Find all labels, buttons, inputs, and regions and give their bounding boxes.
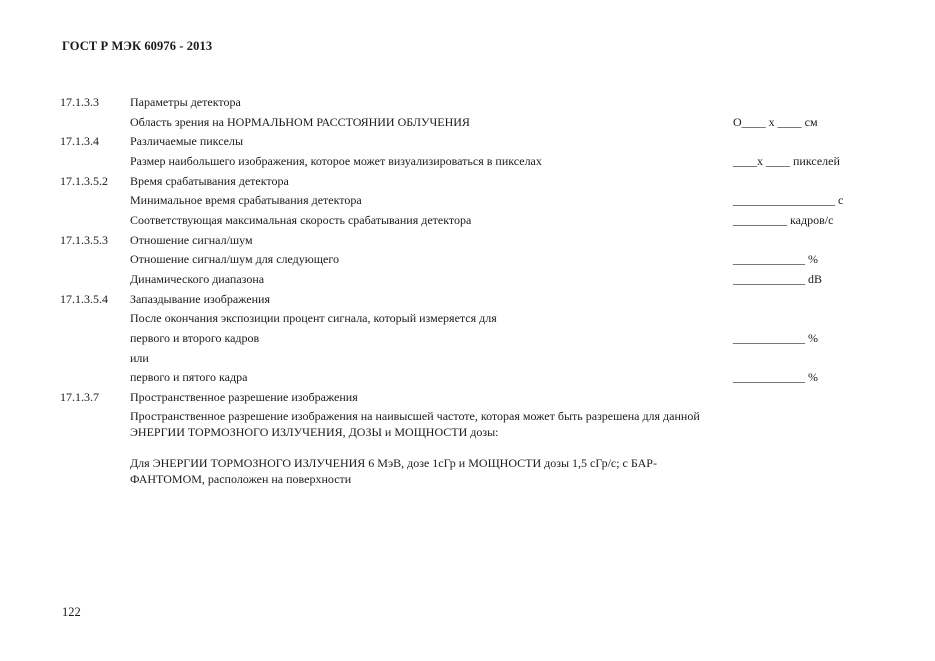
section-number: 17.1.3.4 — [60, 134, 99, 148]
fill-in-field: ____________ dB — [733, 272, 823, 286]
document-header: ГОСТ Р МЭК 60976 - 2013 — [62, 39, 213, 53]
parameter-row — [0, 212, 935, 230]
parameter-row — [0, 310, 935, 328]
section-title: Параметры детектора — [130, 95, 241, 109]
parameter-row — [0, 350, 935, 368]
parameter-text: первого и пятого кадра — [130, 370, 248, 384]
section-number: 17.1.3.3 — [60, 95, 99, 109]
section-title: Пространственное разрешение изображения — [130, 390, 358, 404]
parameter-row — [0, 114, 935, 132]
section-row — [0, 291, 935, 309]
fill-in-field: ____________ % — [733, 252, 818, 266]
fill-in-field: _________________ с — [733, 193, 844, 207]
parameter-row — [0, 153, 935, 171]
parameter-row — [0, 369, 935, 387]
fill-in-field: ____x ____ пикселей — [733, 154, 840, 168]
parameter-text: Динамического диапазона — [130, 272, 265, 286]
paragraph: Для ЭНЕРГИИ ТОРМОЗНОГО ИЗЛУЧЕНИЯ 6 МэВ, дозе 1сГр и МОЩНОСТИ дозы 1,5 сГр/с; с БАР-ФАНТОМОМ, расположен на поверхности — [130, 456, 657, 486]
section-title: Время срабатывания детектора — [130, 174, 289, 188]
section-row — [0, 133, 935, 151]
section-number: 17.1.3.5.2 — [60, 174, 108, 188]
section-title: Различаемые пикселы — [130, 134, 244, 148]
parameter-row — [0, 271, 935, 289]
section-title: Запаздывание изображения — [130, 292, 270, 306]
section-row — [0, 94, 935, 112]
parameter-text: Отношение сигнал/шум для следующего — [130, 252, 339, 266]
section-title: Отношение сигнал/шум — [130, 233, 253, 247]
section-number: 17.1.3.7 — [60, 390, 99, 404]
parameter-row — [0, 192, 935, 210]
fill-in-field: ____________ % — [733, 331, 818, 345]
parameter-row — [0, 251, 935, 269]
parameter-text: Минимальное время срабатывания детектора — [130, 193, 362, 207]
parameter-row — [0, 330, 935, 348]
parameter-text: Область зрения на НОРМАЛЬНОМ РАССТОЯНИИ ОБЛУЧЕНИЯ — [130, 115, 470, 129]
parameter-text: Размер наибольшего изображения, которое может визуализироваться в пикселах — [130, 154, 542, 168]
section-number: 17.1.3.5.3 — [60, 233, 108, 247]
fill-in-field: O____ x ____ см — [733, 115, 818, 129]
page-number: 122 — [62, 605, 81, 619]
paragraph: Пространственное разрешение изображения на наивысшей частоте, которая может быть разрешена для данной ЭНЕРГИИ ТОРМОЗНОГО ИЗЛУЧЕНИЯ, ДОЗЫ и МОЩНОСТИ дозы: — [130, 409, 700, 439]
section-number: 17.1.3.5.4 — [60, 292, 108, 306]
section-row — [0, 232, 935, 250]
parameter-text: первого и второго кадров — [130, 331, 260, 345]
parameter-text: или — [130, 351, 149, 365]
parameter-text: После окончания экспозиции процент сигнала, который измеряется для — [130, 311, 497, 325]
parameter-text: Соответствующая максимальная скорость срабатывания детектора — [130, 213, 472, 227]
section-row — [0, 173, 935, 191]
fill-in-field: _________ кадров/с — [733, 213, 834, 227]
fill-in-field: ____________ % — [733, 370, 818, 384]
section-row — [0, 389, 935, 407]
